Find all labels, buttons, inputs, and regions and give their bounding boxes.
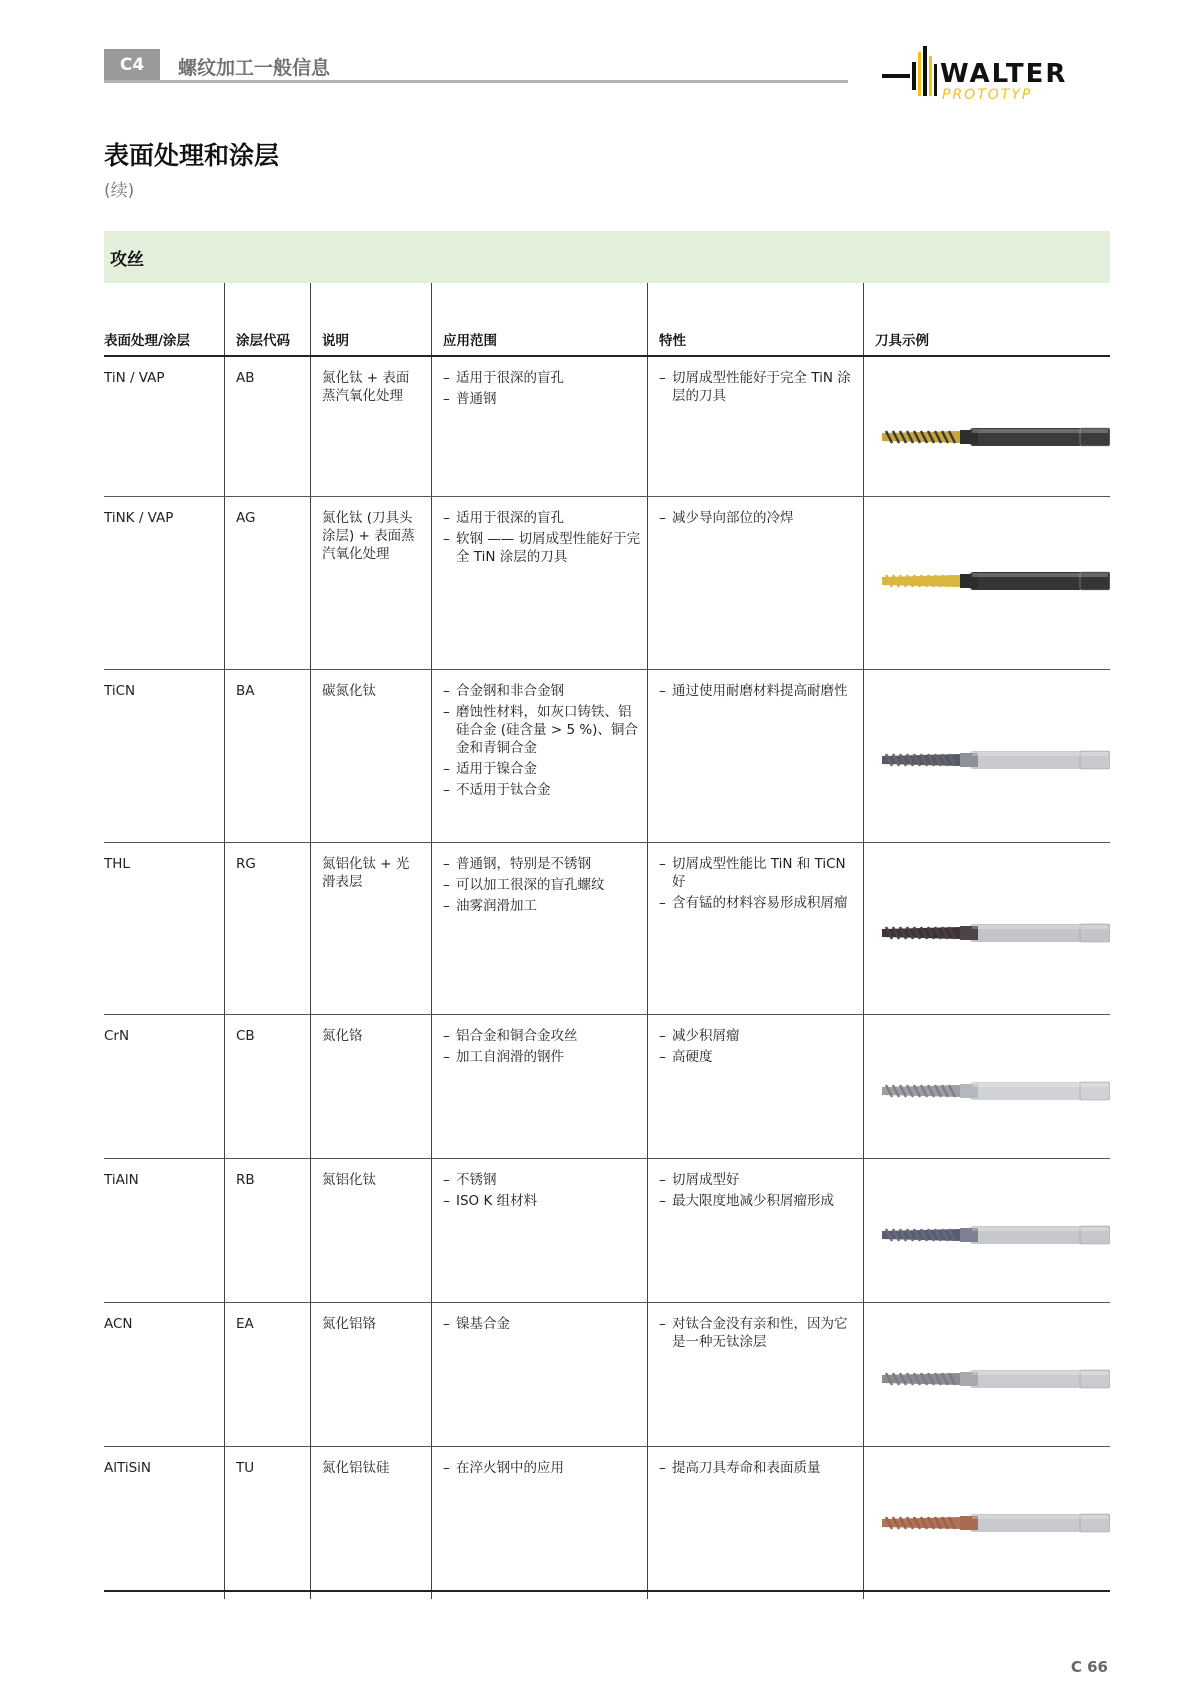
list-item: – 提高刀具寿命和表面质量 (659, 1459, 859, 1477)
list-item: – 镍基合金 (443, 1315, 643, 1333)
cell-treatment: THL (104, 856, 130, 872)
list-item: – 适用于很深的盲孔 (443, 369, 643, 387)
cell-properties (659, 1315, 859, 1354)
list-item: – 普通钢 (443, 390, 643, 408)
cell-properties (659, 1027, 859, 1069)
walter-prototyp-logo (882, 44, 1112, 106)
logo-sub: PROTOTYP (942, 87, 1033, 103)
cell-applications (443, 1459, 643, 1480)
list-item: – 适用于很深的盲孔 (443, 509, 643, 527)
list-item: – 减少积屑瘤 (659, 1027, 859, 1045)
tap-tin-vap-icon (880, 425, 1110, 449)
tap-acn-icon (880, 1367, 1110, 1391)
tap-tink-vap-icon (880, 569, 1110, 593)
cell-description: 碳氮化钛 (322, 683, 376, 699)
cell-applications (443, 682, 643, 802)
cell-properties (659, 369, 859, 408)
list-item: – 铝合金和铜合金攻丝 (443, 1027, 643, 1045)
cell-description: 氮化铝钛硅 (322, 1460, 390, 1476)
list-item: – 含有锰的材料容易形成积屑瘤 (659, 894, 859, 912)
cell-code: AG (236, 510, 256, 526)
tap-tialn-icon (880, 1223, 1110, 1247)
cell-treatment: AlTiSiN (104, 1460, 151, 1476)
cell-description: 氮化铝铬 (322, 1316, 376, 1332)
chapter-tag: C4 (104, 49, 160, 81)
cell-description: 氮铝化钛 (322, 1172, 376, 1188)
header-applications: 应用范围 (443, 333, 497, 349)
cell-applications (443, 1027, 643, 1069)
header-tool-example: 刀具示例 (875, 333, 929, 349)
cell-code: BA (236, 683, 255, 699)
table-row (104, 1447, 1110, 1592)
cell-treatment: TiNK / VAP (104, 510, 174, 526)
list-item: – 可以加工很深的盲孔螺纹 (443, 876, 643, 894)
list-item: – 对钛合金没有亲和性，因为它是一种无钛涂层 (659, 1315, 859, 1351)
table-row (104, 1159, 1110, 1303)
list-item: – 磨蚀性材料，如灰口铸铁、铝硅合金 (硅含量 > 5 %)、铜合金和青铜合金 (443, 703, 643, 757)
cell-applications (443, 509, 643, 569)
section-heading: 攻丝 (104, 231, 1110, 283)
table-row (104, 670, 1110, 843)
cell-description: 氮化钛 (刀具头涂层) + 表面蒸汽氧化处理 (322, 510, 415, 562)
cell-applications (443, 1315, 643, 1336)
header-treatment: 表面处理/涂层 (104, 333, 190, 349)
cell-code: AB (236, 370, 255, 386)
list-item: – 减少导向部位的冷焊 (659, 509, 859, 527)
cell-properties (659, 855, 859, 915)
cell-treatment: TiCN (104, 683, 136, 699)
list-item: – 合金钢和非合金钢 (443, 682, 643, 700)
list-item: – 切屑成型好 (659, 1171, 859, 1189)
cell-treatment: TiAlN (104, 1172, 139, 1188)
list-item: – 切屑成型性能比 TiN 和 TiCN 好 (659, 855, 859, 891)
table-row (104, 357, 1110, 497)
tap-crn-icon (880, 1079, 1110, 1103)
page-subtitle: (续) (104, 181, 135, 201)
list-item: – ISO K 组材料 (443, 1192, 643, 1210)
cell-properties (659, 509, 859, 530)
cell-properties (659, 1171, 859, 1213)
cell-treatment: TiN / VAP (104, 370, 165, 386)
cell-code: RB (236, 1172, 255, 1188)
cell-code: TU (236, 1460, 255, 1476)
list-item: – 普通钢，特别是不锈钢 (443, 855, 643, 873)
list-item: – 不锈钢 (443, 1171, 643, 1189)
list-item: – 高硬度 (659, 1048, 859, 1066)
tap-ticn-icon (880, 748, 1110, 772)
list-item: – 适用于镍合金 (443, 760, 643, 778)
tap-altisin-icon (880, 1511, 1110, 1535)
list-item: – 切屑成型性能好于完全 TiN 涂层的刀具 (659, 369, 859, 405)
table-row (104, 497, 1110, 670)
header-properties: 特性 (659, 333, 686, 349)
cell-applications (443, 855, 643, 918)
table-header (104, 283, 1110, 357)
cell-properties (659, 682, 859, 703)
header-rule (104, 80, 848, 83)
list-item: – 在淬火钢中的应用 (443, 1459, 643, 1477)
page-number: C 66 (1070, 1658, 1108, 1676)
chapter-title: 螺纹加工一般信息 (178, 57, 331, 79)
table-row (104, 843, 1110, 1015)
cell-description: 氮化钛 + 表面蒸汽氧化处理 (322, 370, 410, 404)
logo-brand: WALTER (940, 59, 1068, 89)
list-item: – 最大限度地减少积屑瘤形成 (659, 1192, 859, 1210)
table-row (104, 1015, 1110, 1159)
list-item: – 加工自润滑的钢件 (443, 1048, 643, 1066)
cell-applications (443, 369, 643, 411)
list-item: – 不适用于钛合金 (443, 781, 643, 799)
cell-code: EA (236, 1316, 254, 1332)
tap-thl-icon (880, 921, 1110, 945)
table-row (104, 1303, 1110, 1447)
header-code: 涂层代码 (236, 333, 290, 349)
cell-applications (443, 1171, 643, 1213)
cell-properties (659, 1459, 859, 1480)
list-item: – 油雾润滑加工 (443, 897, 643, 915)
list-item: – 通过使用耐磨材料提高耐磨性 (659, 682, 859, 700)
cell-description: 氮化铬 (322, 1028, 363, 1044)
cell-code: CB (236, 1028, 255, 1044)
list-item: – 软钢 —— 切屑成型性能好于完全 TiN 涂层的刀具 (443, 530, 643, 566)
cell-treatment: ACN (104, 1316, 133, 1332)
page-title: 表面处理和涂层 (104, 141, 280, 170)
cell-description: 氮铝化钛 + 光滑表层 (322, 856, 410, 890)
header-description: 说明 (322, 333, 349, 349)
cell-treatment: CrN (104, 1028, 130, 1044)
cell-code: RG (236, 856, 256, 872)
